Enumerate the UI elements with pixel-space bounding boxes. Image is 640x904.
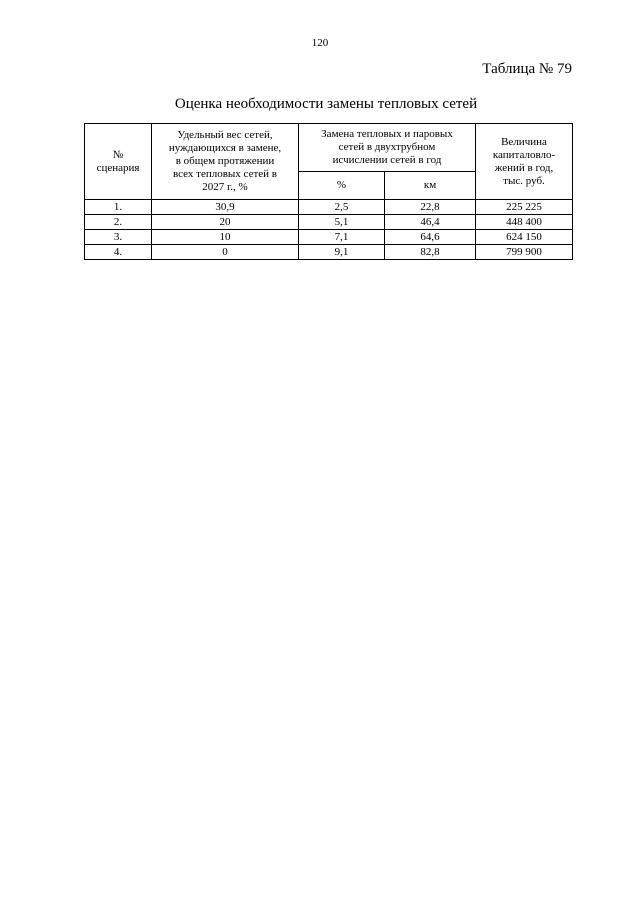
table-row: [85, 230, 573, 245]
cell-km: 46,4: [385, 215, 476, 230]
table-row: [85, 215, 573, 230]
cell-scenario: 2.: [85, 215, 152, 230]
cell-capex: 225 225: [476, 200, 573, 215]
cell-share: 0: [152, 245, 299, 260]
cell-scenario: 1.: [85, 200, 152, 215]
table-row: [85, 245, 573, 260]
cell-percent: 7,1: [299, 230, 385, 245]
table-label: Таблица № 79: [482, 61, 572, 77]
cell-km: 82,8: [385, 245, 476, 260]
header-capex: Величина капиталовло- жений в год, тыс. руб.: [476, 124, 573, 200]
cell-km: 22,8: [385, 200, 476, 215]
header-replacement-percent: %: [299, 172, 385, 200]
cell-scenario: 4.: [85, 245, 152, 260]
cell-capex: 799 900: [476, 245, 573, 260]
page-number: 120: [311, 37, 329, 49]
header-share: Удельный вес сетей, нуждающихся в замене, в общем протяжении всех тепловых сетей в 2027 г., %: [152, 124, 299, 200]
header-scenario: № сценария: [85, 124, 152, 200]
cell-percent: 5,1: [299, 215, 385, 230]
table-row: [85, 200, 573, 215]
table-header-row: [85, 124, 573, 172]
cell-capex: 624 150: [476, 230, 573, 245]
cell-share: 10: [152, 230, 299, 245]
scenario-table: [84, 123, 573, 260]
cell-share: 20: [152, 215, 299, 230]
cell-scenario: 3.: [85, 230, 152, 245]
cell-capex: 448 400: [476, 215, 573, 230]
cell-share: 30,9: [152, 200, 299, 215]
header-replacement-km: км: [385, 172, 476, 200]
cell-percent: 9,1: [299, 245, 385, 260]
table-title: Оценка необходимости замены тепловых сетей: [174, 96, 478, 112]
header-replacement: Замена тепловых и паровых сетей в двухтрубном исчислении сетей в год: [299, 124, 476, 172]
cell-km: 64,6: [385, 230, 476, 245]
cell-percent: 2,5: [299, 200, 385, 215]
